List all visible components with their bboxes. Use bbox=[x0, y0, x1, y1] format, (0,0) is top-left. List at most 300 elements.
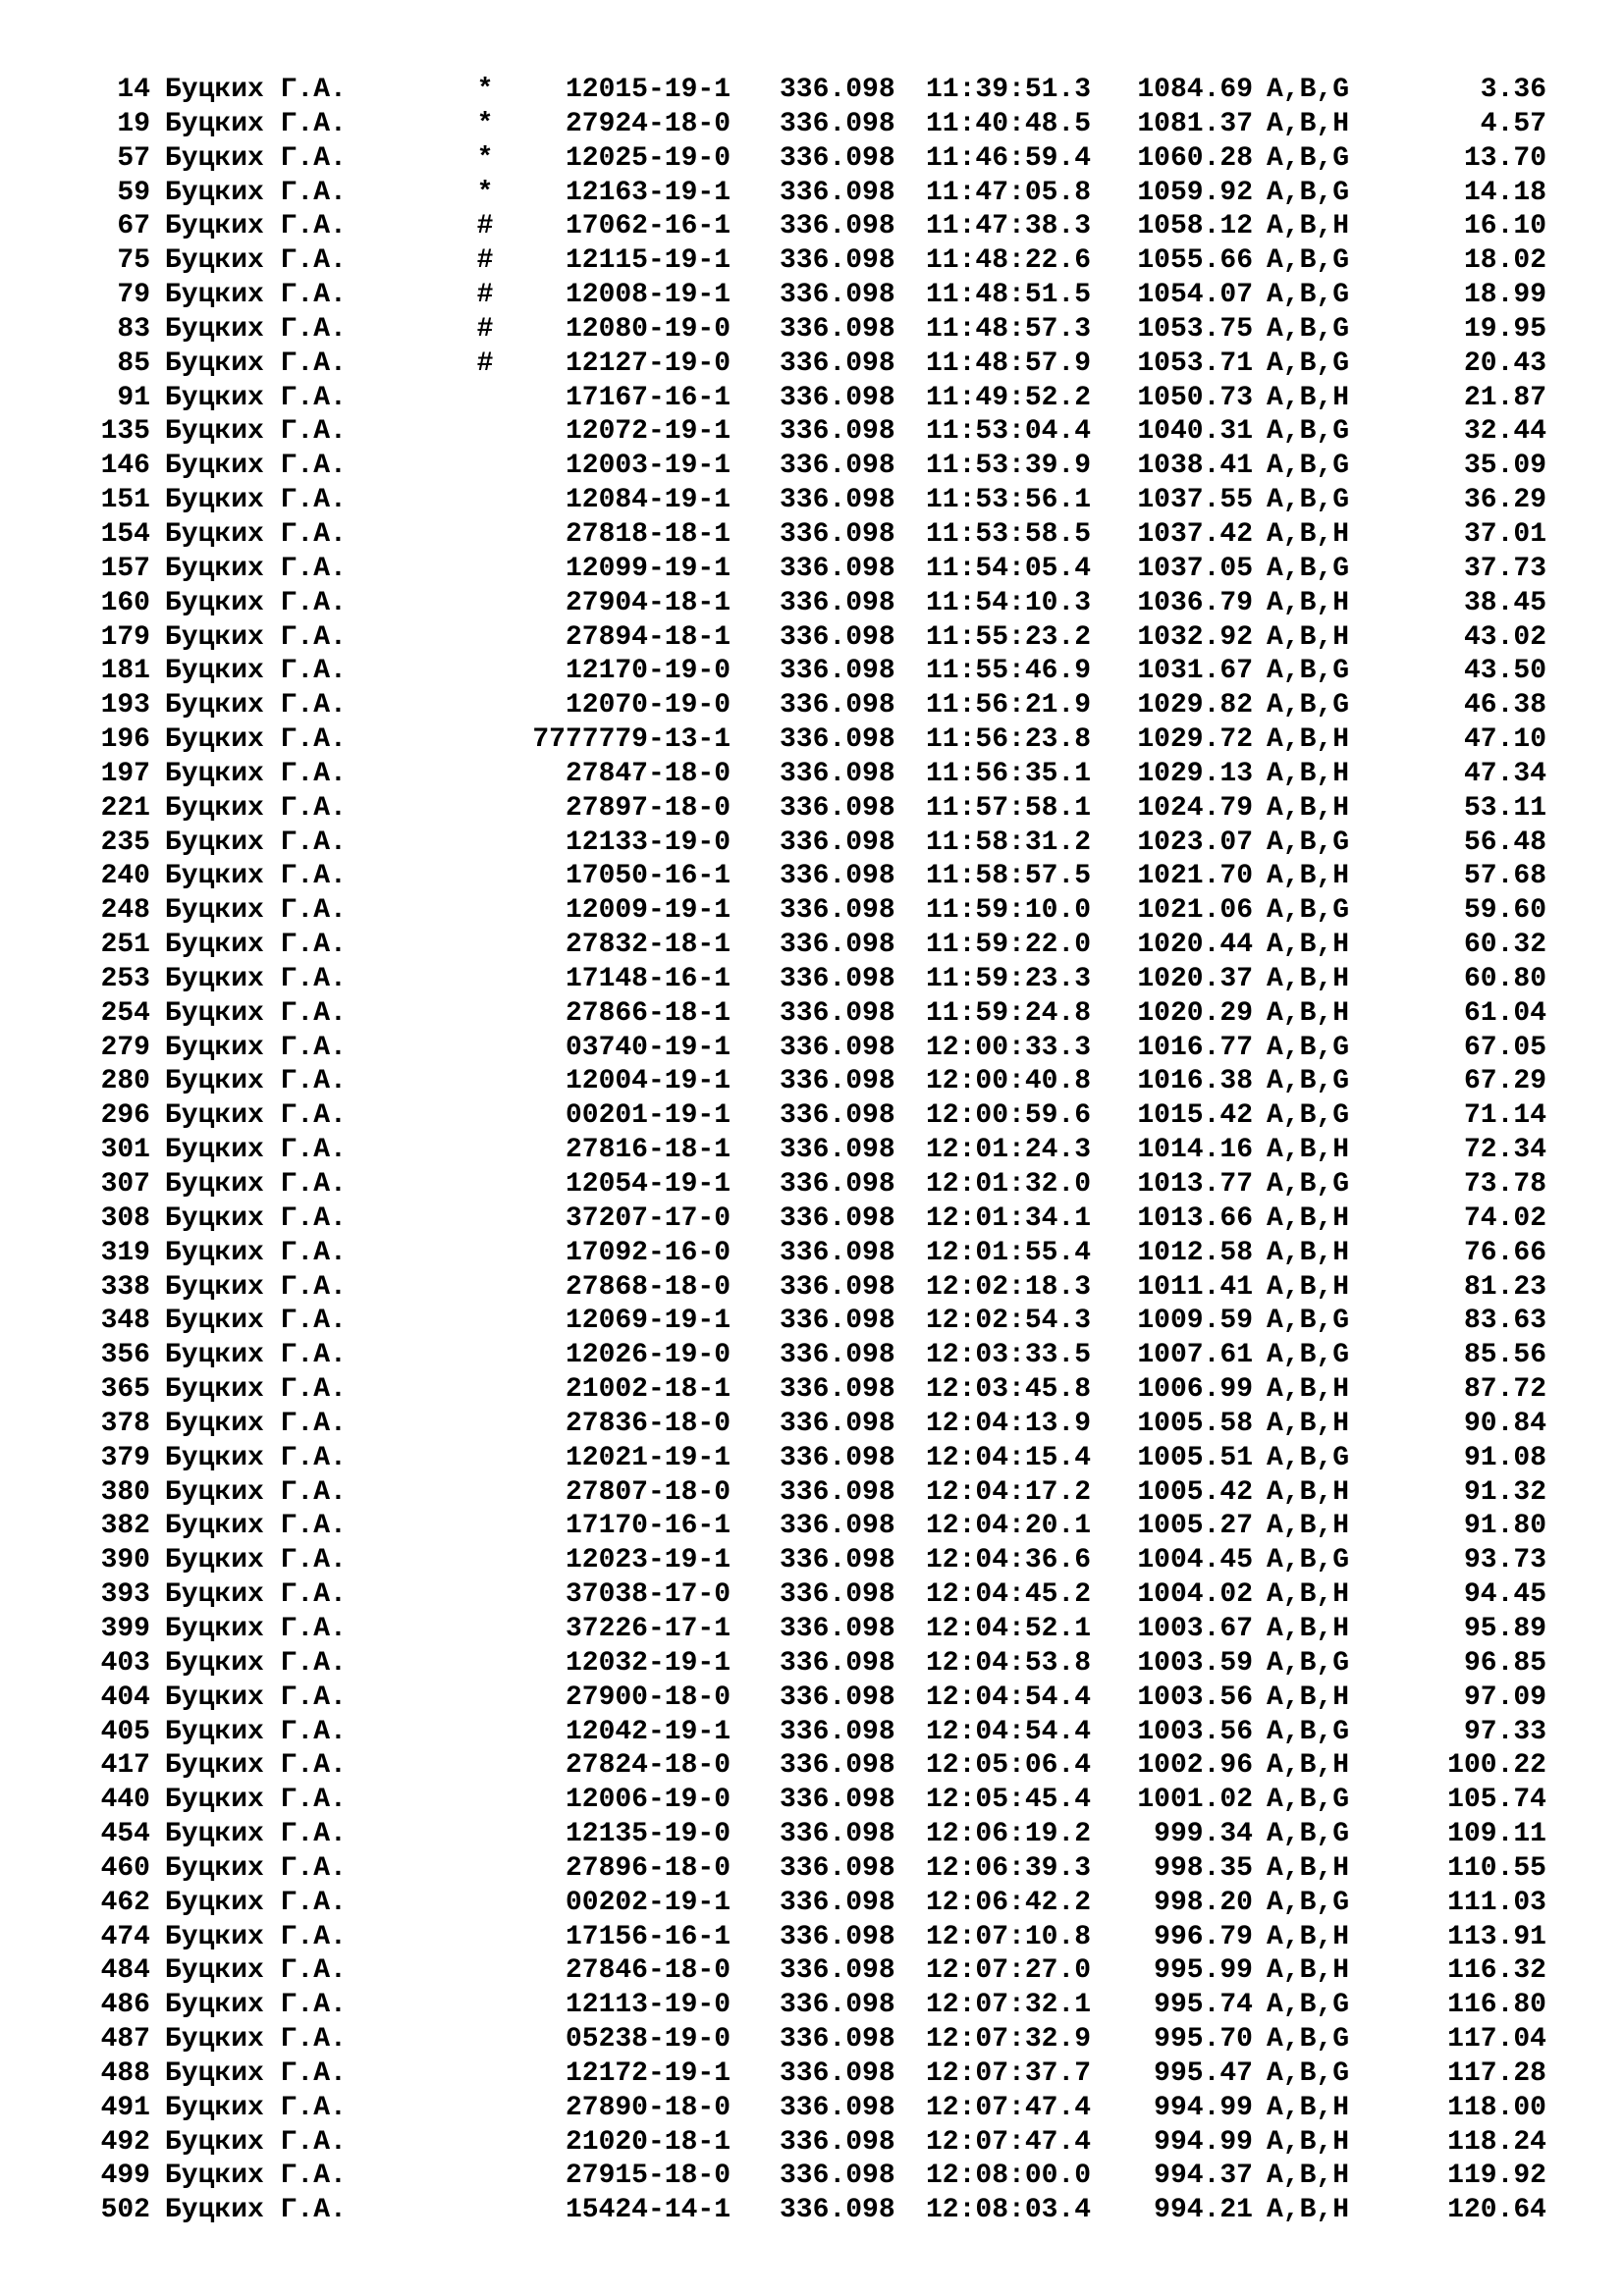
speed: 1015.42 bbox=[1137, 1100, 1253, 1132]
distance: 336.098 bbox=[780, 1374, 895, 1406]
table-row bbox=[0, 1921, 1624, 1955]
arrival-time: 11:59:10.0 bbox=[926, 895, 1092, 927]
fancier-name: Буцких Г.А. bbox=[165, 451, 347, 482]
speed: 1053.71 bbox=[1137, 347, 1253, 379]
categories: A,B,H bbox=[1267, 1613, 1350, 1644]
table-row bbox=[0, 74, 1624, 108]
speed: 1029.72 bbox=[1137, 724, 1253, 756]
speed: 994.99 bbox=[1154, 2092, 1253, 2123]
ring-number: 27816-18-1 bbox=[565, 1135, 731, 1166]
ring-number: 03740-19-1 bbox=[565, 1032, 731, 1063]
arrival-time: 12:03:33.5 bbox=[926, 1340, 1092, 1371]
distance: 336.098 bbox=[780, 1476, 895, 1508]
points: 46.38 bbox=[1463, 690, 1546, 721]
points: 109.11 bbox=[1447, 1819, 1546, 1850]
place-number: 319 bbox=[100, 1237, 150, 1268]
ring-number: 17092-16-0 bbox=[565, 1237, 731, 1268]
points: 60.80 bbox=[1463, 963, 1546, 994]
place-number: 491 bbox=[100, 2092, 150, 2123]
speed: 1003.56 bbox=[1137, 1716, 1253, 1747]
fancier-name: Буцких Г.А. bbox=[165, 827, 347, 858]
distance: 336.098 bbox=[780, 1066, 895, 1097]
arrival-time: 11:48:51.5 bbox=[926, 280, 1092, 311]
distance: 336.098 bbox=[780, 895, 895, 927]
arrival-time: 11:53:04.4 bbox=[926, 416, 1092, 448]
distance: 336.098 bbox=[780, 2092, 895, 2123]
place-number: 279 bbox=[100, 1032, 150, 1063]
table-row bbox=[0, 1099, 1624, 1134]
ring-number: 27890-18-0 bbox=[565, 2092, 731, 2123]
distance: 336.098 bbox=[780, 108, 895, 139]
distance: 336.098 bbox=[780, 245, 895, 277]
place-number: 440 bbox=[100, 1785, 150, 1816]
mark-symbol: * bbox=[476, 75, 494, 105]
fancier-name: Буцких Г.А. bbox=[165, 1442, 347, 1473]
speed: 1032.92 bbox=[1137, 621, 1253, 653]
place-number: 484 bbox=[100, 1955, 150, 1987]
table-row bbox=[0, 929, 1624, 963]
categories: A,B,G bbox=[1267, 485, 1350, 516]
distance: 336.098 bbox=[780, 1202, 895, 1234]
categories: A,B,G bbox=[1267, 1100, 1350, 1132]
fancier-name: Буцких Г.А. bbox=[165, 177, 347, 208]
ring-number: 12003-19-1 bbox=[565, 451, 731, 482]
place-number: 399 bbox=[100, 1613, 150, 1644]
fancier-name: Буцких Г.А. bbox=[165, 792, 347, 824]
place-number: 154 bbox=[100, 518, 150, 550]
categories: A,B,G bbox=[1267, 2024, 1350, 2056]
points: 43.50 bbox=[1463, 656, 1546, 687]
table-row bbox=[0, 2160, 1624, 2194]
table-row bbox=[0, 1544, 1624, 1578]
fancier-name: Буцких Г.А. bbox=[165, 2092, 347, 2123]
fancier-name: Буцких Г.А. bbox=[165, 1169, 347, 1200]
arrival-time: 11:55:46.9 bbox=[926, 656, 1092, 687]
distance: 336.098 bbox=[780, 485, 895, 516]
speed: 994.99 bbox=[1154, 2126, 1253, 2158]
table-row bbox=[0, 1716, 1624, 1750]
distance: 336.098 bbox=[780, 1716, 895, 1747]
arrival-time: 11:47:38.3 bbox=[926, 211, 1092, 242]
place-number: 296 bbox=[100, 1100, 150, 1132]
ring-number: 12008-19-1 bbox=[565, 280, 731, 311]
fancier-name: Буцких Г.А. bbox=[165, 2195, 347, 2226]
place-number: 499 bbox=[100, 2161, 150, 2192]
speed: 996.79 bbox=[1154, 1921, 1253, 1952]
ring-number: 12113-19-0 bbox=[565, 1990, 731, 2021]
speed: 1037.05 bbox=[1137, 553, 1253, 584]
ring-number: 12127-19-0 bbox=[565, 347, 731, 379]
place-number: 240 bbox=[100, 861, 150, 892]
fancier-name: Буцких Г.А. bbox=[165, 1852, 347, 1884]
ring-number: 12072-19-1 bbox=[565, 416, 731, 448]
distance: 336.098 bbox=[780, 1032, 895, 1063]
table-row bbox=[0, 108, 1624, 142]
table-row bbox=[0, 621, 1624, 656]
points: 76.66 bbox=[1463, 1237, 1546, 1268]
place-number: 91 bbox=[117, 382, 150, 413]
fancier-name: Буцких Г.А. bbox=[165, 724, 347, 756]
points: 37.73 bbox=[1463, 553, 1546, 584]
distance: 336.098 bbox=[780, 1647, 895, 1679]
distance: 336.098 bbox=[780, 1271, 895, 1303]
categories: A,B,H bbox=[1267, 1476, 1350, 1508]
categories: A,B,H bbox=[1267, 1750, 1350, 1782]
table-row bbox=[0, 553, 1624, 587]
table-row bbox=[0, 587, 1624, 621]
place-number: 14 bbox=[117, 75, 150, 105]
ring-number: 27915-18-0 bbox=[565, 2161, 731, 2192]
speed: 1037.42 bbox=[1137, 518, 1253, 550]
table-row bbox=[0, 1476, 1624, 1511]
arrival-time: 12:07:47.4 bbox=[926, 2092, 1092, 2123]
ring-number: 12080-19-0 bbox=[565, 313, 731, 345]
arrival-time: 12:03:45.8 bbox=[926, 1374, 1092, 1406]
arrival-time: 11:53:56.1 bbox=[926, 485, 1092, 516]
place-number: 146 bbox=[100, 451, 150, 482]
table-row bbox=[0, 689, 1624, 723]
points: 105.74 bbox=[1447, 1785, 1546, 1816]
fancier-name: Буцких Г.А. bbox=[165, 656, 347, 687]
distance: 336.098 bbox=[780, 930, 895, 961]
fancier-name: Буцких Г.А. bbox=[165, 1955, 347, 1987]
place-number: 390 bbox=[100, 1545, 150, 1576]
ring-number: 00201-19-1 bbox=[565, 1100, 731, 1132]
fancier-name: Буцких Г.А. bbox=[165, 1613, 347, 1644]
categories: A,B,G bbox=[1267, 1990, 1350, 2021]
fancier-name: Буцких Г.А. bbox=[165, 1100, 347, 1132]
arrival-time: 11:59:23.3 bbox=[926, 963, 1092, 994]
place-number: 193 bbox=[100, 690, 150, 721]
points: 67.05 bbox=[1463, 1032, 1546, 1063]
arrival-time: 12:08:00.0 bbox=[926, 2161, 1092, 2192]
ring-number: 12004-19-1 bbox=[565, 1066, 731, 1097]
place-number: 460 bbox=[100, 1852, 150, 1884]
categories: A,B,H bbox=[1267, 724, 1350, 756]
table-row bbox=[0, 1887, 1624, 1921]
ring-number: 12070-19-0 bbox=[565, 690, 731, 721]
distance: 336.098 bbox=[780, 177, 895, 208]
arrival-time: 12:07:10.8 bbox=[926, 1921, 1092, 1952]
ring-number: 17050-16-1 bbox=[565, 861, 731, 892]
place-number: 221 bbox=[100, 792, 150, 824]
points: 47.34 bbox=[1463, 758, 1546, 789]
table-row bbox=[0, 210, 1624, 244]
table-row bbox=[0, 792, 1624, 827]
fancier-name: Буцких Г.А. bbox=[165, 1785, 347, 1816]
distance: 336.098 bbox=[780, 1990, 895, 2021]
ring-number: 37226-17-1 bbox=[565, 1613, 731, 1644]
arrival-time: 12:07:37.7 bbox=[926, 2057, 1092, 2089]
table-row bbox=[0, 177, 1624, 211]
arrival-time: 11:53:58.5 bbox=[926, 518, 1092, 550]
points: 113.91 bbox=[1447, 1921, 1546, 1952]
speed: 1059.92 bbox=[1137, 177, 1253, 208]
fancier-name: Буцких Г.А. bbox=[165, 245, 347, 277]
distance: 336.098 bbox=[780, 1921, 895, 1952]
speed: 1012.58 bbox=[1137, 1237, 1253, 1268]
place-number: 79 bbox=[117, 280, 150, 311]
table-row bbox=[0, 313, 1624, 347]
distance: 336.098 bbox=[780, 2195, 895, 2226]
fancier-name: Буцких Г.А. bbox=[165, 416, 347, 448]
ring-number: 12015-19-1 bbox=[565, 75, 731, 105]
categories: A,B,H bbox=[1267, 792, 1350, 824]
speed: 1005.42 bbox=[1137, 1476, 1253, 1508]
categories: A,B,H bbox=[1267, 621, 1350, 653]
place-number: 57 bbox=[117, 142, 150, 174]
ring-number: 12163-19-1 bbox=[565, 177, 731, 208]
table-row bbox=[0, 1954, 1624, 1989]
arrival-time: 11:54:10.3 bbox=[926, 587, 1092, 618]
categories: A,B,H bbox=[1267, 1135, 1350, 1166]
ring-number: 27807-18-0 bbox=[565, 1476, 731, 1508]
table-row bbox=[0, 518, 1624, 553]
distance: 336.098 bbox=[780, 1750, 895, 1782]
arrival-time: 12:04:52.1 bbox=[926, 1613, 1092, 1644]
categories: A,B,H bbox=[1267, 2126, 1350, 2158]
arrival-time: 12:04:15.4 bbox=[926, 1442, 1092, 1473]
distance: 336.098 bbox=[780, 451, 895, 482]
fancier-name: Буцких Г.А. bbox=[165, 1990, 347, 2021]
categories: A,B,G bbox=[1267, 347, 1350, 379]
points: 18.02 bbox=[1463, 245, 1546, 277]
categories: A,B,G bbox=[1267, 1647, 1350, 1679]
ring-number: 12069-19-1 bbox=[565, 1306, 731, 1337]
ring-number: 00202-19-1 bbox=[565, 1887, 731, 1918]
arrival-time: 11:49:52.2 bbox=[926, 382, 1092, 413]
points: 100.22 bbox=[1447, 1750, 1546, 1782]
categories: A,B,H bbox=[1267, 1955, 1350, 1987]
ring-number: 27818-18-1 bbox=[565, 518, 731, 550]
table-row bbox=[0, 1065, 1624, 1099]
ring-number: 17062-16-1 bbox=[565, 211, 731, 242]
points: 95.89 bbox=[1463, 1613, 1546, 1644]
speed: 1016.38 bbox=[1137, 1066, 1253, 1097]
arrival-time: 12:01:55.4 bbox=[926, 1237, 1092, 1268]
table-row bbox=[0, 2057, 1624, 2092]
categories: A,B,H bbox=[1267, 1921, 1350, 1952]
points: 43.02 bbox=[1463, 621, 1546, 653]
speed: 995.70 bbox=[1154, 2024, 1253, 2056]
arrival-time: 12:07:32.1 bbox=[926, 1990, 1092, 2021]
fancier-name: Буцких Г.А. bbox=[165, 621, 347, 653]
points: 120.64 bbox=[1447, 2195, 1546, 2226]
categories: A,B,H bbox=[1267, 997, 1350, 1029]
place-number: 380 bbox=[100, 1476, 150, 1508]
speed: 1003.56 bbox=[1137, 1682, 1253, 1713]
fancier-name: Буцких Г.А. bbox=[165, 690, 347, 721]
ring-number: 27897-18-0 bbox=[565, 792, 731, 824]
distance: 336.098 bbox=[780, 827, 895, 858]
fancier-name: Буцких Г.А. bbox=[165, 587, 347, 618]
distance: 336.098 bbox=[780, 690, 895, 721]
distance: 336.098 bbox=[780, 1408, 895, 1439]
speed: 998.35 bbox=[1154, 1852, 1253, 1884]
speed: 1005.27 bbox=[1137, 1511, 1253, 1542]
arrival-time: 11:40:48.5 bbox=[926, 108, 1092, 139]
place-number: 181 bbox=[100, 656, 150, 687]
ring-number: 17167-16-1 bbox=[565, 382, 731, 413]
speed: 1013.77 bbox=[1137, 1169, 1253, 1200]
speed: 998.20 bbox=[1154, 1887, 1253, 1918]
fancier-name: Буцких Г.А. bbox=[165, 758, 347, 789]
place-number: 197 bbox=[100, 758, 150, 789]
fancier-name: Буцких Г.А. bbox=[165, 1135, 347, 1166]
arrival-time: 12:04:20.1 bbox=[926, 1511, 1092, 1542]
categories: A,B,G bbox=[1267, 2057, 1350, 2089]
place-number: 382 bbox=[100, 1511, 150, 1542]
arrival-time: 12:07:27.0 bbox=[926, 1955, 1092, 1987]
points: 85.56 bbox=[1463, 1340, 1546, 1371]
fancier-name: Буцких Г.А. bbox=[165, 108, 347, 139]
arrival-time: 11:58:57.5 bbox=[926, 861, 1092, 892]
ring-number: 37038-17-0 bbox=[565, 1579, 731, 1611]
table-row bbox=[0, 244, 1624, 279]
speed: 1003.59 bbox=[1137, 1647, 1253, 1679]
fancier-name: Буцких Г.А. bbox=[165, 1476, 347, 1508]
distance: 336.098 bbox=[780, 1887, 895, 1918]
fancier-name: Буцких Г.А. bbox=[165, 997, 347, 1029]
categories: A,B,H bbox=[1267, 1511, 1350, 1542]
fancier-name: Буцких Г.А. bbox=[165, 1032, 347, 1063]
points: 97.33 bbox=[1463, 1716, 1546, 1747]
categories: A,B,H bbox=[1267, 758, 1350, 789]
speed: 1023.07 bbox=[1137, 827, 1253, 858]
distance: 336.098 bbox=[780, 1511, 895, 1542]
speed: 1007.61 bbox=[1137, 1340, 1253, 1371]
distance: 336.098 bbox=[780, 2126, 895, 2158]
ring-number: 21002-18-1 bbox=[565, 1374, 731, 1406]
arrival-time: 12:02:54.3 bbox=[926, 1306, 1092, 1337]
points: 87.72 bbox=[1463, 1374, 1546, 1406]
categories: A,B,G bbox=[1267, 142, 1350, 174]
place-number: 196 bbox=[100, 724, 150, 756]
categories: A,B,G bbox=[1267, 451, 1350, 482]
place-number: 404 bbox=[100, 1682, 150, 1713]
arrival-time: 12:04:53.8 bbox=[926, 1647, 1092, 1679]
distance: 336.098 bbox=[780, 2024, 895, 2056]
categories: A,B,G bbox=[1267, 1819, 1350, 1850]
table-row bbox=[0, 963, 1624, 997]
place-number: 365 bbox=[100, 1374, 150, 1406]
speed: 1005.58 bbox=[1137, 1408, 1253, 1439]
ring-number: 27904-18-1 bbox=[565, 587, 731, 618]
mark-symbol: # bbox=[476, 280, 494, 311]
place-number: 393 bbox=[100, 1579, 150, 1611]
table-row bbox=[0, 382, 1624, 416]
place-number: 59 bbox=[117, 177, 150, 208]
arrival-time: 11:48:57.9 bbox=[926, 347, 1092, 379]
ring-number: 21020-18-1 bbox=[565, 2126, 731, 2158]
points: 119.92 bbox=[1447, 2161, 1546, 2192]
fancier-name: Буцких Г.А. bbox=[165, 1921, 347, 1952]
categories: A,B,G bbox=[1267, 1066, 1350, 1097]
arrival-time: 12:01:32.0 bbox=[926, 1169, 1092, 1200]
distance: 336.098 bbox=[780, 1306, 895, 1337]
categories: A,B,H bbox=[1267, 587, 1350, 618]
speed: 995.74 bbox=[1154, 1990, 1253, 2021]
fancier-name: Буцких Г.А. bbox=[165, 75, 347, 105]
categories: A,B,H bbox=[1267, 1682, 1350, 1713]
fancier-name: Буцких Г.А. bbox=[165, 1682, 347, 1713]
ring-number: 12032-19-1 bbox=[565, 1647, 731, 1679]
mark-symbol: # bbox=[476, 347, 494, 379]
distance: 336.098 bbox=[780, 553, 895, 584]
distance: 336.098 bbox=[780, 2161, 895, 2192]
place-number: 417 bbox=[100, 1750, 150, 1782]
arrival-time: 12:07:47.4 bbox=[926, 2126, 1092, 2158]
categories: A,B,G bbox=[1267, 1442, 1350, 1473]
speed: 995.47 bbox=[1154, 2057, 1253, 2089]
ring-number: 27866-18-1 bbox=[565, 997, 731, 1029]
categories: A,B,G bbox=[1267, 1032, 1350, 1063]
place-number: 492 bbox=[100, 2126, 150, 2158]
categories: A,B,G bbox=[1267, 177, 1350, 208]
categories: A,B,G bbox=[1267, 1306, 1350, 1337]
speed: 994.21 bbox=[1154, 2195, 1253, 2226]
table-row bbox=[0, 1442, 1624, 1476]
ring-number: 27846-18-0 bbox=[565, 1955, 731, 1987]
distance: 336.098 bbox=[780, 1613, 895, 1644]
points: 20.43 bbox=[1463, 347, 1546, 379]
ring-number: 12172-19-1 bbox=[565, 2057, 731, 2089]
arrival-time: 12:08:03.4 bbox=[926, 2195, 1092, 2226]
points: 81.23 bbox=[1463, 1271, 1546, 1303]
categories: A,B,G bbox=[1267, 1716, 1350, 1747]
distance: 336.098 bbox=[780, 382, 895, 413]
fancier-name: Буцких Г.А. bbox=[165, 963, 347, 994]
arrival-time: 12:06:39.3 bbox=[926, 1852, 1092, 1884]
place-number: 83 bbox=[117, 313, 150, 345]
points: 38.45 bbox=[1463, 587, 1546, 618]
arrival-time: 11:48:57.3 bbox=[926, 313, 1092, 345]
place-number: 280 bbox=[100, 1066, 150, 1097]
arrival-time: 12:04:36.6 bbox=[926, 1545, 1092, 1576]
mark-symbol: * bbox=[476, 108, 494, 139]
speed: 1037.55 bbox=[1137, 485, 1253, 516]
categories: A,B,G bbox=[1267, 416, 1350, 448]
arrival-time: 12:04:54.4 bbox=[926, 1716, 1092, 1747]
speed: 1002.96 bbox=[1137, 1750, 1253, 1782]
distance: 336.098 bbox=[780, 724, 895, 756]
fancier-name: Буцких Г.А. bbox=[165, 280, 347, 311]
points: 72.34 bbox=[1463, 1135, 1546, 1166]
ring-number: 12023-19-1 bbox=[565, 1545, 731, 1576]
place-number: 301 bbox=[100, 1135, 150, 1166]
points: 97.09 bbox=[1463, 1682, 1546, 1713]
table-row bbox=[0, 1852, 1624, 1887]
points: 57.68 bbox=[1463, 861, 1546, 892]
mark-symbol: * bbox=[476, 142, 494, 174]
table-row bbox=[0, 1989, 1624, 2023]
categories: A,B,H bbox=[1267, 963, 1350, 994]
table-row bbox=[0, 1613, 1624, 1647]
speed: 1004.45 bbox=[1137, 1545, 1253, 1576]
table-row bbox=[0, 142, 1624, 177]
speed: 1020.37 bbox=[1137, 963, 1253, 994]
fancier-name: Буцких Г.А. bbox=[165, 553, 347, 584]
categories: A,B,H bbox=[1267, 108, 1350, 139]
fancier-name: Буцких Г.А. bbox=[165, 2161, 347, 2192]
fancier-name: Буцких Г.А. bbox=[165, 1579, 347, 1611]
speed: 1036.79 bbox=[1137, 587, 1253, 618]
points: 116.32 bbox=[1447, 1955, 1546, 1987]
arrival-time: 12:04:45.2 bbox=[926, 1579, 1092, 1611]
place-number: 502 bbox=[100, 2195, 150, 2226]
place-number: 405 bbox=[100, 1716, 150, 1747]
categories: A,B,H bbox=[1267, 382, 1350, 413]
